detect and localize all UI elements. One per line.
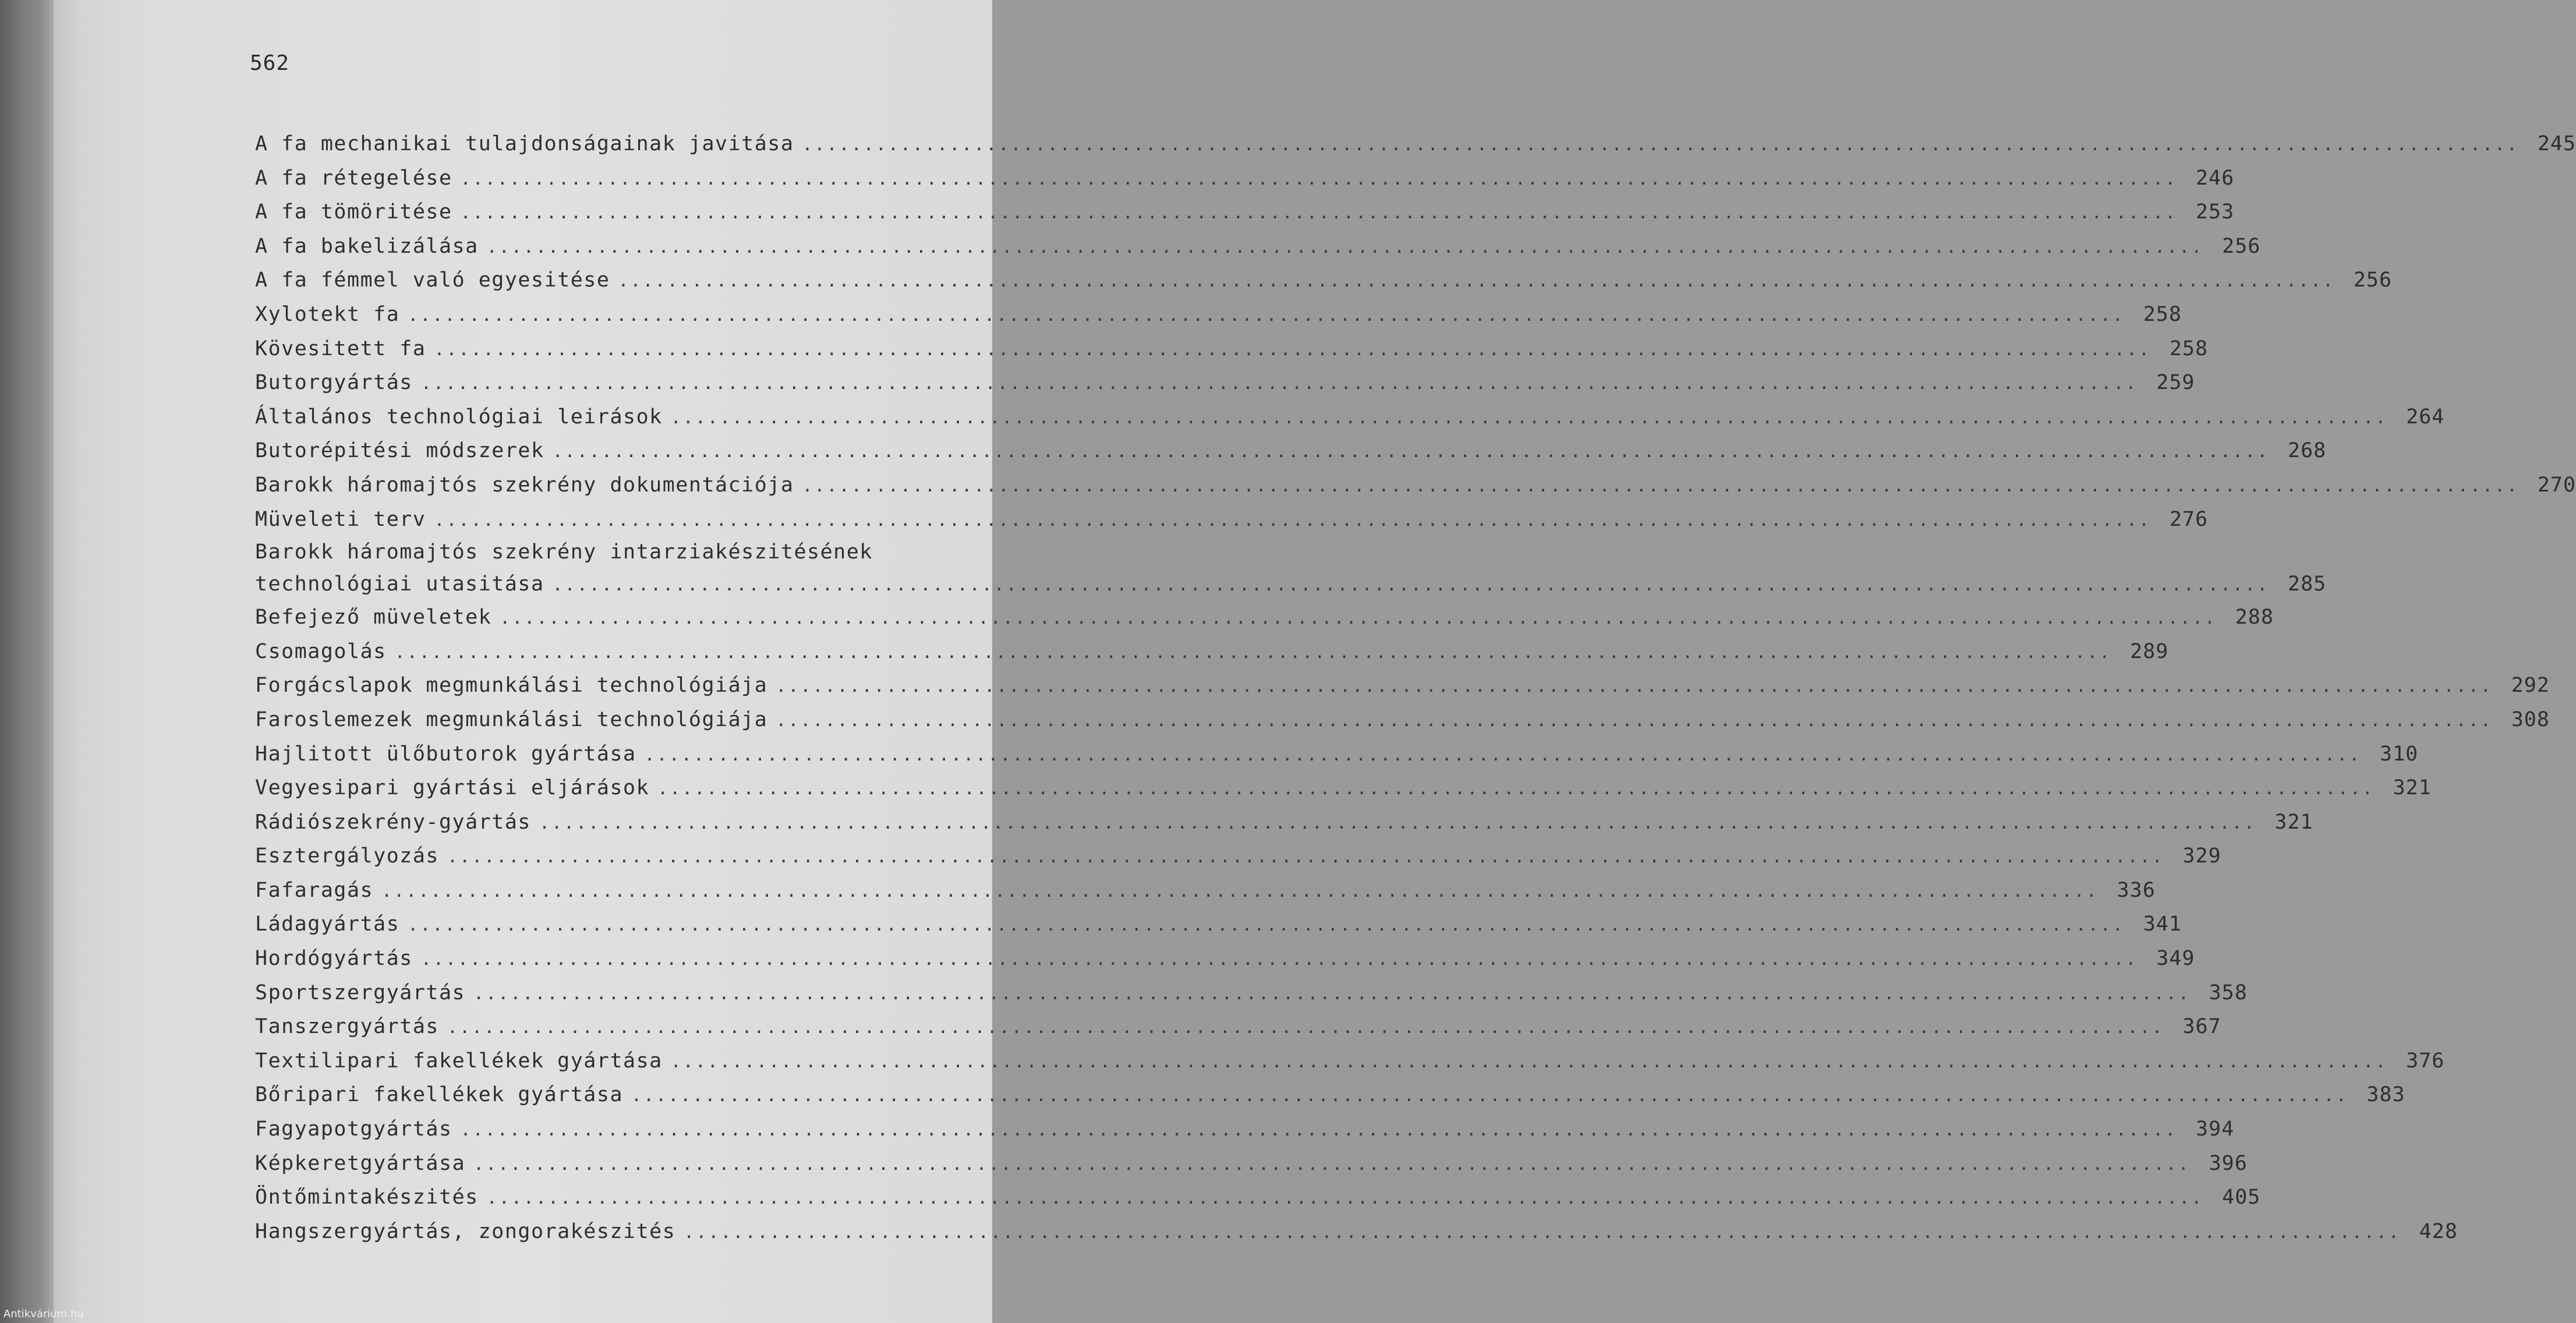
toc-entry-title: A fa mechanikai tulajdonságainak javitása: [255, 132, 794, 155]
toc-entry: [255, 298, 2182, 332]
toc-entry-title: Faroslemezek megmunkálási technológiája: [255, 708, 768, 731]
toc-entry-page: 258: [2169, 337, 2209, 360]
toc-entry-title: Forgácslapok megmunkálási technológiája: [255, 674, 768, 698]
toc-entry-page: 358: [2209, 981, 2248, 1004]
book-spine-shadow: [0, 0, 54, 1323]
dot-leader: [553, 435, 2270, 469]
table-of-contents: [255, 127, 2576, 1248]
toc-entry-title: Esztergályozás: [255, 844, 440, 868]
dot-leader: [657, 772, 2375, 806]
toc-entry-page: 321: [2274, 810, 2313, 834]
dot-leader: [461, 196, 2178, 231]
dot-leader: [671, 401, 2388, 436]
toc-entry: [255, 839, 2221, 873]
toc-entry-title: A fa bakelizálása: [255, 234, 479, 258]
toc-entry-page: 383: [2366, 1083, 2405, 1107]
toc-entry-page: 258: [2143, 302, 2182, 326]
toc-entry-title: Barokk háromajtós szekrény intarziakészitésének: [255, 540, 873, 564]
dot-leader: [473, 1148, 2191, 1182]
toc-entry-page: 292: [2511, 674, 2550, 698]
dot-leader: [776, 704, 2493, 738]
dot-leader: [461, 1113, 2178, 1148]
dot-leader: [500, 602, 2217, 636]
dot-leader: [408, 908, 2125, 943]
toc-entry: [255, 942, 2195, 976]
toc-entry-title: Képkeretgyártása: [255, 1151, 466, 1175]
toc-entry-title: Hajlitott ülőbutorok gyártása: [255, 742, 636, 766]
toc-entry-title: Vegyesipari gyártási eljárások: [255, 776, 650, 800]
dot-leader: [461, 162, 2178, 197]
toc-entry-title: Fafaragás: [255, 878, 374, 902]
dot-leader: [434, 504, 2151, 538]
toc-entry-title: Öntőmintakészités: [255, 1186, 479, 1209]
toc-entry-page: 276: [2169, 507, 2209, 531]
toc-entry: [255, 503, 2209, 537]
toc-entry-title: Csomagolás: [255, 639, 387, 663]
toc-entry: [255, 1215, 2458, 1249]
toc-entry-title: Butorgyártás: [255, 371, 413, 395]
toc-entry: [255, 1010, 2221, 1044]
dot-leader: [473, 977, 2191, 1011]
dot-leader: [447, 1011, 2164, 1045]
toc-entry: [255, 332, 2209, 366]
toc-entry-title: Müveleti terv: [255, 507, 426, 531]
toc-entry: [255, 805, 2313, 840]
toc-entry: [255, 127, 2576, 161]
toc-entry-page: 405: [2222, 1186, 2261, 1209]
watermark: Antikvárium.hu: [3, 1308, 84, 1320]
toc-entry-title: Barokk háromajtós szekrény dokumentációja: [255, 473, 794, 497]
toc-entry-page: 341: [2143, 912, 2182, 936]
toc-entry: [255, 468, 2576, 503]
dot-leader: [395, 636, 2112, 670]
dot-leader: [421, 367, 2138, 401]
toc-entry-page: 310: [2380, 742, 2419, 766]
toc-entry: [255, 635, 2169, 669]
dot-leader: [539, 806, 2256, 841]
toc-entry: [255, 976, 2248, 1010]
toc-entry: [255, 668, 2550, 703]
toc-entry-page: 245: [2537, 132, 2576, 155]
toc-entry: [255, 703, 2550, 737]
toc-entry: [255, 1078, 2405, 1112]
toc-entry: [255, 873, 2156, 908]
dot-leader: [776, 670, 2493, 704]
toc-entry-page: 308: [2511, 708, 2550, 731]
dot-leader: [447, 840, 2164, 875]
toc-entry: [255, 771, 2432, 805]
toc-entry-page: 367: [2182, 1015, 2221, 1039]
toc-entry-title: Textilipari fakellékek gyártása: [255, 1049, 663, 1073]
toc-entry-title: A fa tömöritése: [255, 200, 452, 224]
toc-entry-title: Bőripari fakellékek gyártása: [255, 1083, 624, 1107]
toc-entry-page: 336: [2117, 878, 2156, 902]
toc-entry: [255, 263, 2393, 298]
toc-entry-title: Butorépitési módszerek: [255, 439, 544, 463]
toc-entry-page: 329: [2182, 844, 2221, 868]
toc-entry: [255, 1112, 2235, 1147]
page-number: 562: [250, 51, 290, 75]
dot-leader: [381, 875, 2099, 909]
book-page: [54, 0, 2576, 1323]
dot-leader: [434, 333, 2151, 367]
toc-entry: [255, 536, 2327, 600]
toc-entry-title: Általános technológiai leirások: [255, 405, 663, 429]
toc-entry-page: 394: [2195, 1117, 2235, 1141]
dot-leader: [645, 738, 2362, 773]
toc-entry-page: 246: [2195, 166, 2235, 190]
toc-entry-title: A fa rétegelése: [255, 166, 452, 190]
dot-leader: [487, 1181, 2204, 1216]
toc-entry: [255, 434, 2327, 468]
toc-entry-page: 256: [2222, 234, 2261, 258]
toc-entry-page: 285: [2288, 572, 2327, 596]
dot-leader: [802, 469, 2519, 504]
toc-entry-title: Ládagyártás: [255, 912, 400, 936]
toc-entry-title: Xylotekt fa: [255, 302, 400, 326]
toc-entry-page: 268: [2288, 439, 2327, 463]
toc-entry: [255, 366, 2195, 400]
dot-leader: [631, 1079, 2348, 1113]
toc-entry-page: 376: [2406, 1049, 2445, 1073]
toc-entry-title: Sportszergyártás: [255, 981, 466, 1004]
dot-leader: [618, 264, 2335, 299]
toc-entry-page: 264: [2406, 405, 2445, 429]
dot-leader: [553, 569, 2270, 601]
toc-entry-title: Hordógyártás: [255, 947, 413, 971]
toc-entry-page: 321: [2393, 776, 2432, 800]
toc-entry: [255, 229, 2261, 264]
toc-entry-title: Befejező müveletek: [255, 606, 492, 629]
toc-entry: [255, 907, 2182, 942]
toc-entry-page: 349: [2156, 947, 2195, 971]
toc-entry: [255, 600, 2274, 635]
toc-entry-title-continued: technológiai utasitása: [255, 572, 544, 596]
toc-entry-title: Rádiószekrény-gyártás: [255, 810, 532, 834]
dot-leader: [671, 1045, 2388, 1080]
dot-leader: [408, 299, 2125, 333]
dot-leader: [684, 1216, 2401, 1250]
toc-entry-title: Fagyapotgyártás: [255, 1117, 452, 1141]
toc-entry-page: 256: [2353, 268, 2393, 292]
toc-entry-page: 288: [2235, 606, 2274, 629]
toc-entry-page: 253: [2195, 200, 2235, 224]
toc-entry: [255, 161, 2235, 196]
dot-leader: [421, 943, 2138, 977]
toc-entry: [255, 1180, 2261, 1215]
toc-entry: [255, 195, 2235, 229]
toc-entry: [255, 1044, 2445, 1078]
toc-entry: [255, 400, 2445, 434]
toc-entry-title: Tanszergyártás: [255, 1015, 440, 1039]
toc-entry-page: 270: [2537, 473, 2576, 497]
toc-entry-title: Kövesitett fa: [255, 337, 426, 360]
toc-entry-title: Hangszergyártás, zongorakészités: [255, 1219, 676, 1243]
dot-leader: [802, 128, 2519, 162]
toc-entry-page: 259: [2156, 371, 2195, 395]
toc-entry: [255, 737, 2419, 772]
dot-leader: [487, 231, 2204, 265]
toc-entry-page: 289: [2130, 639, 2169, 663]
toc-entry-page: 428: [2419, 1219, 2458, 1243]
toc-entry-page: 396: [2209, 1151, 2248, 1175]
toc-entry: [255, 1147, 2248, 1181]
toc-entry-title: A fa fémmel való egyesitése: [255, 268, 610, 292]
